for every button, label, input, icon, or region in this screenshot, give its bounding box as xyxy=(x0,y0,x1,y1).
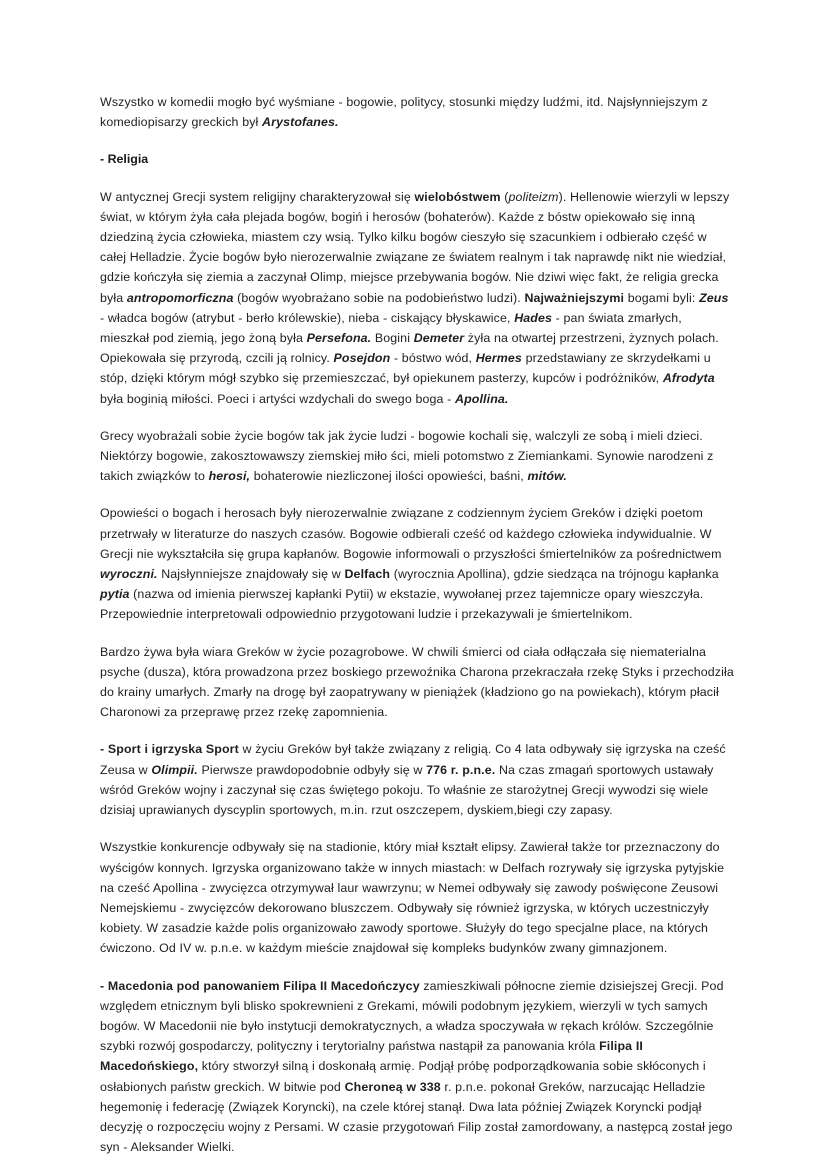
text-run: Bardzo żywa była wiara Greków w życie pozagrobowe. W chwili śmierci od ciała odłączała się niematerialna psyche (dusza), która prowadzona przez boskiego przewoźnika Charona przekraczała rzekę Styks i przechodziła do krainy umarłych. Zmarły na drogę był zaopatrywany w pieniążek (kładziono go na powiekach), którym płacił Charonowi za przeprawę przez rzekę zapomnienia. xyxy=(100,644,734,720)
text-run: Bogini xyxy=(371,331,414,346)
text-run: ). Hellenowie wierzyli w lepszy świat, w którym żyła cała plejada bogów, bogiń i herosów (bohaterów). Każde z bóstw opiekowało się inną dziedziną życia człowieka, miastem czy wsią. Tylko kilku bogów cieszyło się szacunkiem i odbierało część w całej Helladzie. Życie bogów było nierozerwalnie związane ze światem realnym i tak naprawdę nikt nie wiedział, gdzie kończyła się ziemia a zaczynał Olimp, miejsce przebywania bogów. Nie dziwi więc fakt, że religia grecka była xyxy=(100,189,730,305)
body-paragraph xyxy=(100,92,734,132)
text-run: Na czas zmagań sportowych ustawały wśród Greków wojny i zaczynał się czas świętego pokoju. To właśnie ze starożytnej Grecji wywodzi się wiele dzisiaj uprawianych dyscyplin sportowych, m.in. rzut oszczepem, dyskiem,biegi czy zapasy. xyxy=(100,762,714,818)
text-run: (nazwa od imienia pierwszej kapłanki Pytii) w ekstazie, wywołanej przez tajemnicze opary wieszczyła. Przepowiednie interpretowali odpowiednio przygotowani ludzie i przekazywali je śmiertelnikom. xyxy=(100,587,704,622)
bold-italic-run: Zeus xyxy=(699,290,729,305)
bold-italic-run: Olimpii. xyxy=(151,762,198,777)
bold-italic-run: Apollina. xyxy=(455,391,509,406)
bold-run: Cheroneą w 338 xyxy=(344,1079,441,1094)
bold-run: Delfach xyxy=(344,567,391,582)
bold-run: Filipa II Macedońskiego, xyxy=(100,1039,643,1074)
text-run: Najsłynniejsze znajdowały się w xyxy=(157,567,345,582)
body-paragraph xyxy=(100,642,734,723)
body-paragraph xyxy=(100,503,734,624)
text-run: (bogów wyobrażano sobie na podobieństwo ludzi). xyxy=(233,290,525,305)
bold-run: - Religia xyxy=(100,152,149,167)
bold-italic-run: pytia xyxy=(100,587,130,602)
bold-italic-run: herosi, xyxy=(208,469,251,484)
text-run: Wszystko w komedii mogło być wyśmiane - bogowie, politycy, stosunki między ludźmi, itd. Najsłynniejszym z komediopisarzy greckich był xyxy=(100,95,708,130)
body-paragraph xyxy=(100,837,734,958)
text-run: (wyrocznia Apollina), gdzie siedząca na trójnogu kapłanka xyxy=(390,567,719,582)
body-paragraph xyxy=(100,976,734,1158)
text-run: w życiu Greków był także związany z religią. Co 4 lata odbywały się igrzyska na cześć Zeusa w xyxy=(100,742,726,777)
text-run: który stworzył silną i doskonałą armię. Podjął próbę podporządkowania sobie skłóconych i osłabionych państw greckich. W bitwie pod xyxy=(100,1059,706,1094)
text-run: r. p.n.e. pokonał Greków, narzucając Helladzie hegemonię i federację (Związek Koryncki), na czele której stanął. Dwa lata później Związek Koryncki podjął decyzję o rozpoczęciu wojny z Persami. W czasie przygotowań Filip został zamordowany, a następcą został jego syn - Aleksander Wielki. xyxy=(100,1079,733,1155)
bold-run: Najważniejszymi xyxy=(524,290,625,305)
bold-italic-run: wyroczni. xyxy=(100,567,158,582)
bold-italic-run: Posejdon xyxy=(333,351,391,366)
text-run: - pan świata zmarłych, mieszkał pod ziemią, jego żoną była xyxy=(100,310,682,346)
bold-italic-run: Afrodyta xyxy=(662,371,715,386)
text-run: ( xyxy=(500,189,509,204)
text-run: bohaterowie niezliczonej ilości opowieści, baśni, xyxy=(250,469,528,484)
body-paragraph xyxy=(100,187,734,409)
bold-italic-run: Arystofanes. xyxy=(262,115,339,130)
document-text-body xyxy=(100,92,734,1157)
bold-italic-run: Hades xyxy=(514,310,553,325)
bold-run: - Macedonia pod panowaniem Filipa II Macedończycy xyxy=(100,978,420,993)
bold-italic-run: antropomorficzna xyxy=(126,290,234,305)
body-paragraph xyxy=(100,739,734,820)
text-run: - bóstwo wód, xyxy=(390,351,476,366)
bold-italic-run: Persefona. xyxy=(306,331,372,346)
text-run: - władca bogów (atrybut - berło królewskie), nieba - ciskający błyskawice, xyxy=(100,310,515,325)
section-heading xyxy=(100,149,734,169)
text-run: była boginią miłości. Poeci i artyści wzdychali do swego boga - xyxy=(100,391,456,406)
text-run: Opowieści o bogach i herosach były nierozerwalnie związane z codziennym życiem Greków i dzięki poetom przetrwały w literaturze do naszych czasów. Bogowie odbierali cześć od każdego człowieka indywidualnie. W Grecji nie wykształciła się grupa kapłanów. Bogowie informowali o przyszłości śmiertelników za pośrednictwem xyxy=(100,506,722,561)
text-run: Wszystkie konkurencje odbywały się na stadionie, który miał kształt elipsy. Zawierał także tor przeznaczony do wyścigów konnych. Igrzyska organizowano także w innych miastach: w Delfach rozrywały się igrzyska pytyjskie na cześć Apollina - zwycięzca otrzymywał laur wawrzynu; w Nemei odbywały się zawody poświęcone Zeusowi Nemejskiemu - zwycięzców dekorowano bluszczem. Odbywały się również igrzyska, w których uczestniczyły kobiety. W zasadzie każde polis organizowało zawody sportowe. Służyły do tego specjalne place, na których ćwiczono. Od IV w. p.n.e. w każdym mieście znajdował się kompleks budynków zwany gimnazjonem. xyxy=(100,840,725,956)
bold-run: wielobóstwem xyxy=(414,189,501,204)
bold-run: 776 r. p.n.e. xyxy=(426,762,496,777)
text-run: Grecy wyobrażali sobie życie bogów tak jak życie ludzi - bogowie kochali się, walczyli ze sobą i mieli dzieci. Niektórzy bogowie, zakosztowawszy ziemskiej miło ści, mieli potomstwo z Ziemiankami. Synowie narodzeni z takich związków to xyxy=(100,428,714,484)
bold-italic-run: mitów. xyxy=(527,469,567,484)
bold-italic-run: Demeter xyxy=(413,331,465,346)
bold-run: - Sport i igrzyska Sport xyxy=(100,742,239,757)
body-paragraph xyxy=(100,426,734,487)
text-run: bogami byli: xyxy=(624,290,700,305)
text-run: Pierwsze prawdopodobnie odbyły się w xyxy=(197,762,427,777)
text-run: żyła na otwartej przestrzeni, żyznych polach. Opiekowała się przyrodą, czcili ją rolnicy. xyxy=(100,331,719,366)
text-run: zamieszkiwali północne ziemie dzisiejszej Grecji. Pod względem etnicznym byli blisko spokrewnieni z Grekami, mówili podobnym językiem, wierzyli w tych samych bogów. W Macedonii nie było instytucji demokratycznych, a władza spoczywała w rękach królów. Szczególnie szybki rozwój gospodarczy, polityczny i terytorialny państwa nastąpił za panowania króla xyxy=(100,978,724,1054)
text-run: W antycznej Grecji system religijny charakteryzował się xyxy=(100,189,415,204)
italic-run: politeizm xyxy=(508,189,559,204)
text-run: przedstawiany ze skrzydełkami u stóp, dzięki którym mógł szybko się przemieszczać, był opiekunem pasterzy, kupców i podróżników, xyxy=(100,351,711,386)
bold-italic-run: Hermes xyxy=(475,351,522,366)
